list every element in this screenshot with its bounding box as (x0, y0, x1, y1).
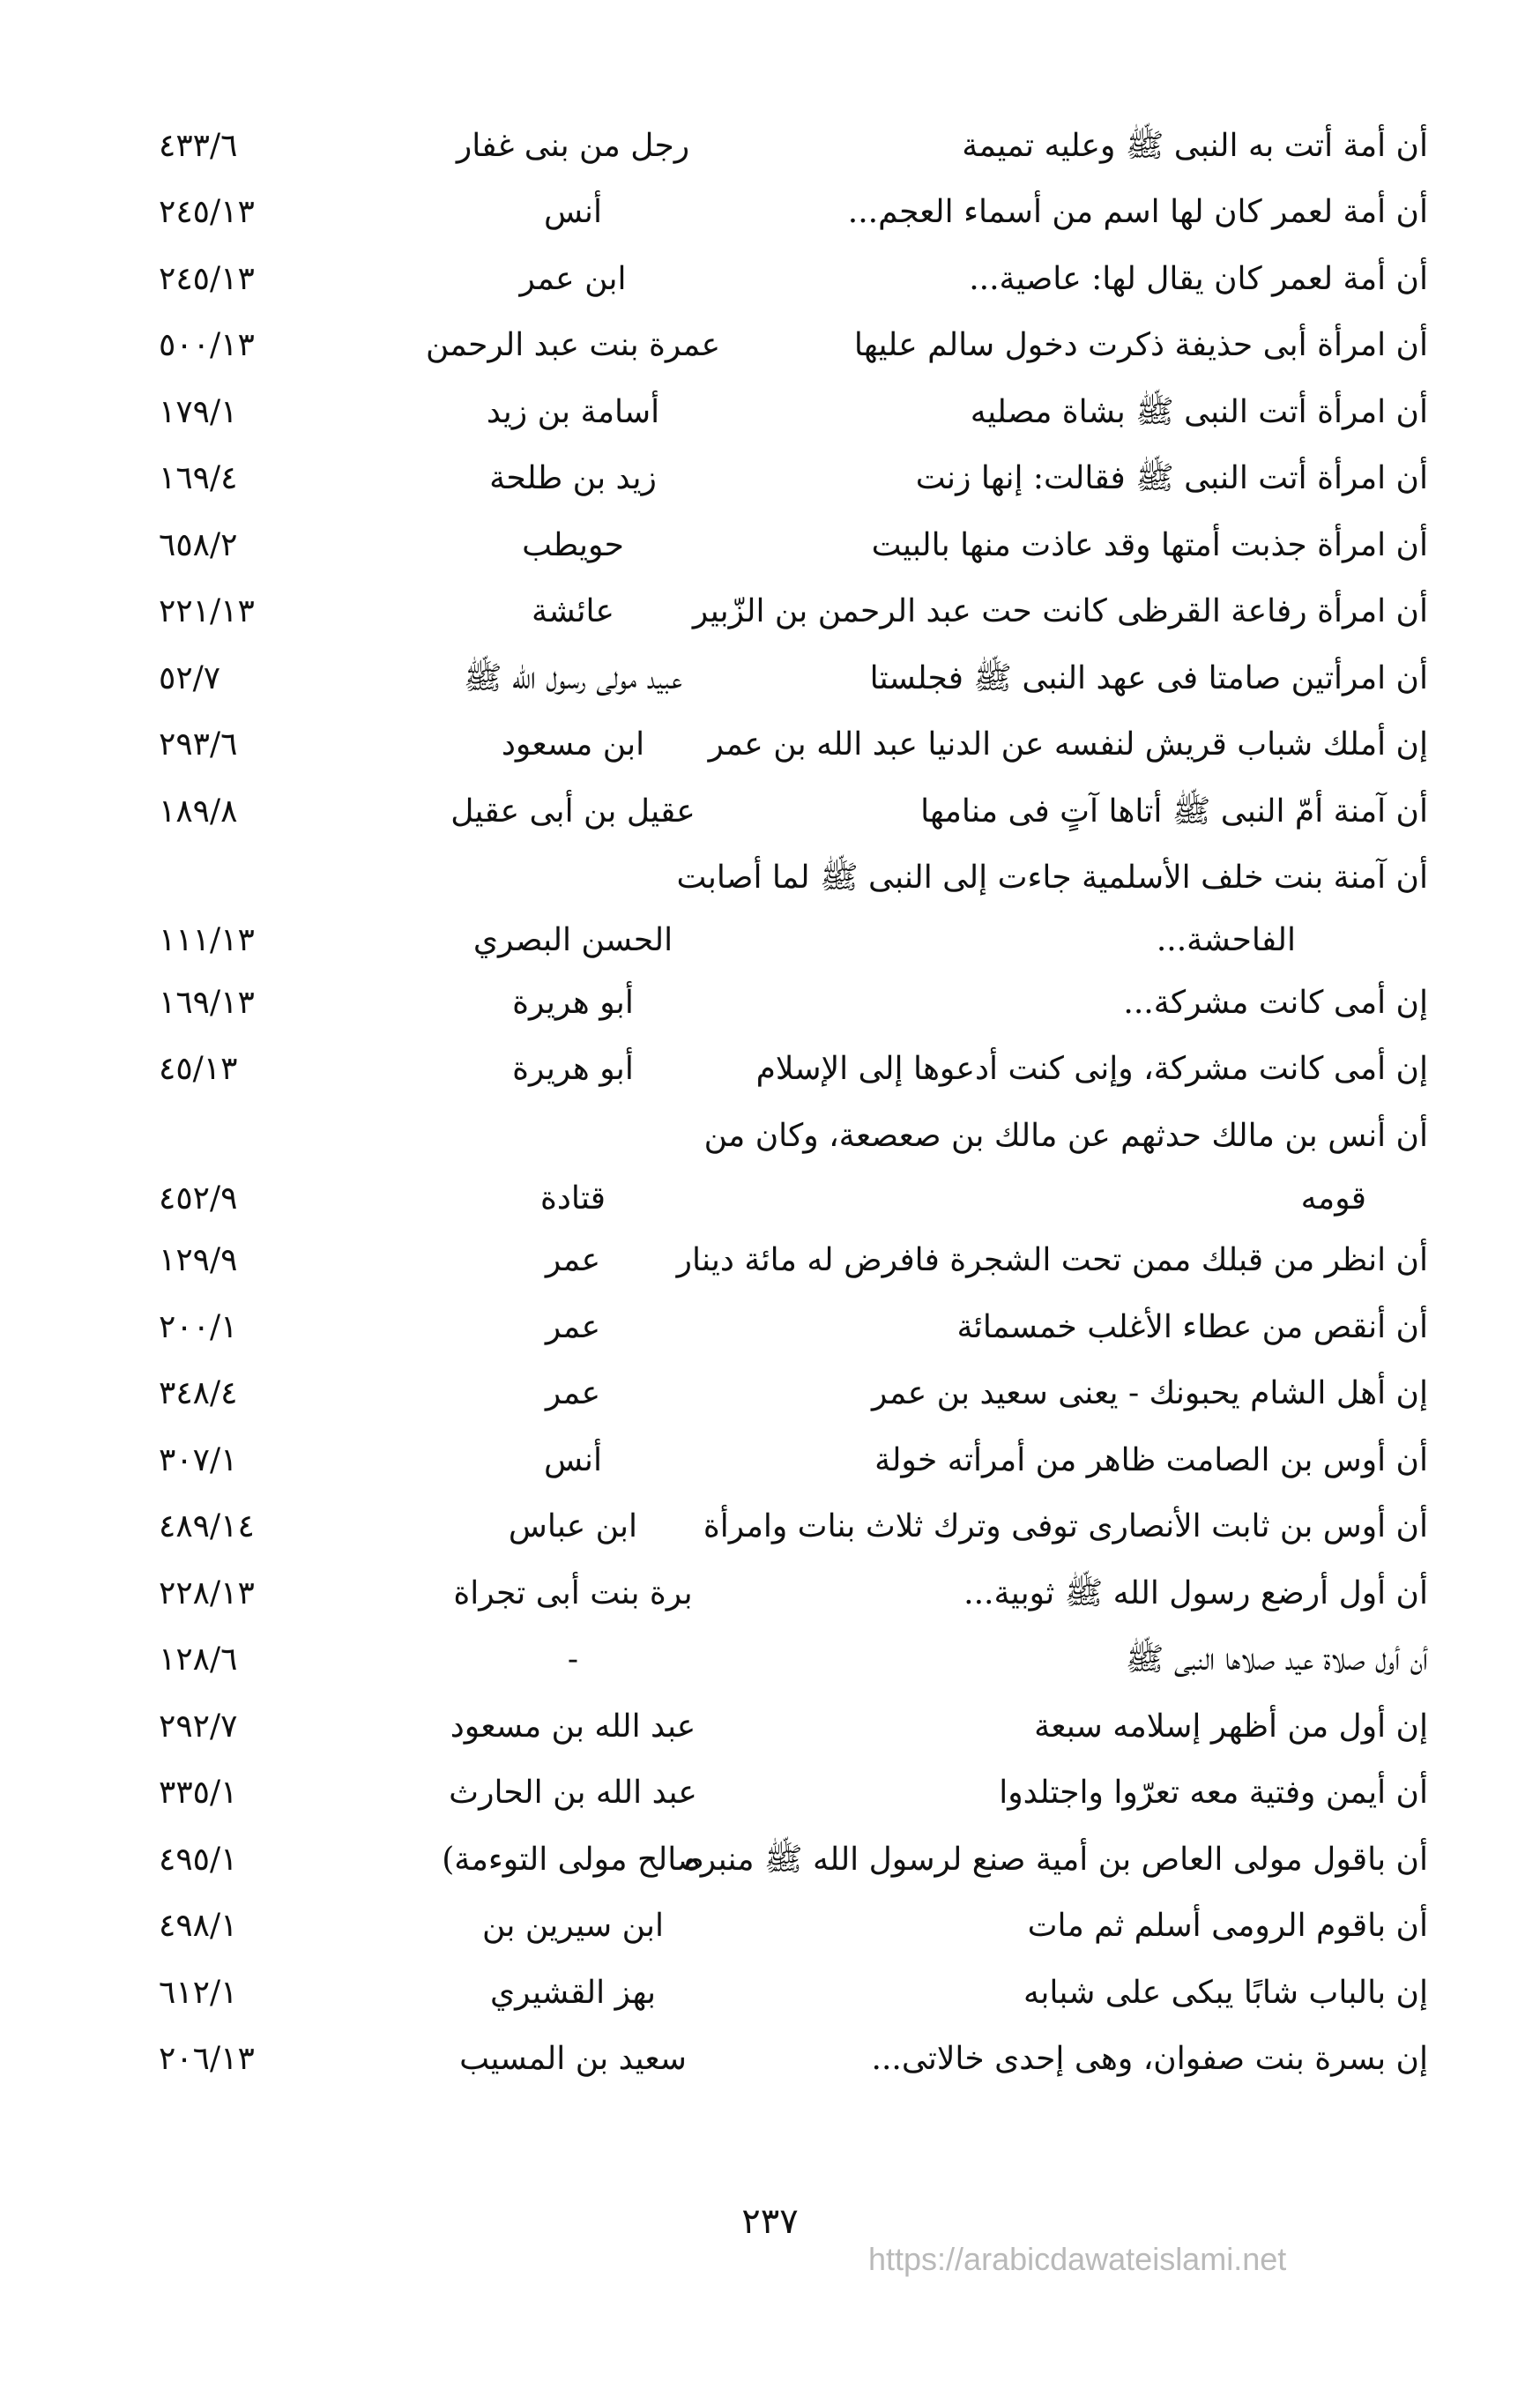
index-row (150, 712, 1428, 779)
index-row (150, 1427, 1428, 1494)
index-row (150, 1361, 1428, 1428)
hadith-text: أن امرأة أبى حذيفة ذكرت دخول سالم عليها (853, 327, 1428, 364)
hadith-text: إن أول من أظهر إسلامه سبعة (1034, 1708, 1428, 1745)
narrator: أسامة بن زيد (486, 393, 660, 430)
index-row (150, 579, 1428, 646)
volume-page-ref: ٢٩٣/٦ (159, 726, 238, 763)
narrator: بهز القشيري (489, 1974, 657, 2011)
index-row (150, 1693, 1428, 1760)
index-row (150, 970, 1428, 1037)
volume-page-ref: ٦١٢/١ (159, 1974, 238, 2011)
index-row (150, 446, 1428, 513)
volume-page-ref: ١٧٩/١ (159, 393, 238, 430)
narrator: عبيد مولى رسول الله ﷺ (464, 659, 682, 696)
hadith-text: أن أمة لعمر كان يقال لها: عاصية... (969, 260, 1428, 297)
volume-page-ref: ١٨٩/٨ (159, 793, 238, 830)
narrator: عمر (545, 1375, 601, 1412)
index-row (150, 1103, 1428, 1170)
hadith-text: أن أمة لعمر كان لها اسم من أسماء العجم... (847, 194, 1428, 231)
hadith-text: أن انظر من قبلك ممن تحت الشجرة فافرض له مائة دينار (676, 1242, 1428, 1279)
index-row (150, 645, 1428, 712)
volume-page-ref: ٥٠٠/١٣ (159, 327, 255, 364)
narrator: برة بنت أبى تجراة (453, 1574, 693, 1611)
volume-page-ref: ٢٩٢/٧ (159, 1708, 238, 1745)
hadith-text: إن أهل الشام يحبونك - يعنى سعيد بن عمر (872, 1375, 1428, 1412)
index-row (150, 1827, 1428, 1894)
hadith-text: أن أوس بن الصامت ظاهر من أمرأته خولة (874, 1441, 1428, 1478)
page-number: ٢٣٧ (741, 2201, 799, 2242)
volume-page-ref: ٤٥/١٣ (159, 1051, 238, 1088)
narrator: أبو هريرة (512, 1051, 634, 1088)
volume-page-ref: ٢٤٥/١٣ (159, 194, 255, 231)
hadith-text: أن أمة أتت به النبى ﷺ وعليه تميمة (962, 127, 1428, 164)
volume-page-ref: ٢٤٥/١٣ (159, 260, 255, 297)
index-row (150, 512, 1428, 579)
index-row (150, 1760, 1428, 1827)
hadith-text: إن بالباب شابًا يبكى على شبابه (1023, 1974, 1428, 2011)
narrator: ابن مسعود (501, 726, 645, 763)
hadith-text: أن امرأة جذبت أمتها وقد عاذت منها بالبيت (871, 526, 1428, 563)
narrator: ابن عمر (519, 260, 627, 297)
hadith-text: أن أيمن وفتية معه تعرّوا واجتلدوا (999, 1775, 1428, 1812)
index-row (150, 1494, 1428, 1561)
hadith-text: أن آمنة بنت خلف الأسلمية جاءت إلى النبى ﷺ لما أصابت (676, 860, 1428, 897)
volume-page-ref: ١٦٩/١٣ (159, 984, 255, 1021)
index-row (150, 1228, 1428, 1295)
narrator: ابن سيرين بن (481, 1908, 665, 1945)
narrator: أنس (544, 194, 602, 231)
index-row (150, 778, 1428, 845)
narrator: عمر (545, 1308, 601, 1345)
narrator: عقيل بن أبى عقيل (450, 793, 696, 830)
index-row (150, 1894, 1428, 1961)
volume-page-ref: ٢٠٦/١٣ (159, 2041, 255, 2078)
index-row (150, 1627, 1428, 1694)
hadith-text: أن أنقص من عطاء الأغلب خمسمائة (956, 1308, 1428, 1345)
volume-page-ref: ٤٩٨/١ (159, 1908, 238, 1945)
narrator: أبو هريرة (512, 984, 634, 1021)
volume-page-ref: ١٢٩/٩ (159, 1242, 238, 1279)
volume-page-ref: ١٦٩/٤ (159, 460, 238, 497)
hadith-text: الفاحشة... (1156, 922, 1296, 958)
hadith-text: أن أنس بن مالك حدثهم عن مالك بن صعصعة، وكان من (703, 1117, 1428, 1154)
index-row (150, 1960, 1428, 2027)
volume-page-ref: ٣٣٥/١ (159, 1775, 238, 1812)
hadith-text: قومه (1300, 1180, 1366, 1217)
narrator: ابن عباس (508, 1508, 638, 1545)
volume-page-ref: ٣٤٨/٤ (159, 1375, 238, 1412)
hadith-text: أن آمنة أمّ النبى ﷺ أتاها آتٍ فى منامها (920, 793, 1428, 830)
hadith-text: إن أمى كانت مشركة، وإنى كنت أدعوها إلى الإسلام (755, 1051, 1428, 1088)
volume-page-ref: ٤٨٩/١٤ (159, 1508, 255, 1545)
hadith-text: أن باقول مولى العاص بن أمية صنع لرسول الله ﷺ منبره (683, 1841, 1428, 1878)
hadith-text: أن امرأة أتت النبى ﷺ بشاة مصليه (970, 393, 1428, 430)
volume-page-ref: ٦٥٨/٢ (159, 526, 238, 563)
narrator: عبد الله بن الحارث (449, 1775, 697, 1812)
index-row (150, 1037, 1428, 1104)
volume-page-ref: ٤٣٣/٦ (159, 127, 238, 164)
narrator: عائشة (532, 593, 614, 630)
volume-page-ref: ٤٩٥/١ (159, 1841, 238, 1878)
hadith-text: أن باقوم الرومى أسلم ثم مات (1027, 1908, 1428, 1945)
hadith-text: أن امرأة رفاعة القرظى كانت حت عبد الرحمن بن الزّبير (692, 593, 1428, 630)
index-row (150, 2027, 1428, 2094)
hadith-index-table (150, 113, 1428, 2093)
volume-page-ref: ١١١/١٣ (159, 922, 255, 958)
volume-page-ref: ٣٠٧/١ (159, 1441, 238, 1478)
narrator: صالح مولى التوءمة) (442, 1841, 704, 1878)
watermark-url: https://arabicdawateislami.net (868, 2241, 1287, 2277)
narrator: عبد الله بن مسعود (450, 1708, 696, 1745)
index-row (150, 180, 1428, 247)
index-row (150, 845, 1428, 912)
volume-page-ref: ٢٢٨/١٣ (159, 1574, 255, 1611)
hadith-text: أن أول أرضع رسول الله ﷺ ثوبية... (963, 1574, 1428, 1611)
narrator: سعيد بن المسيب (459, 2041, 687, 2078)
volume-page-ref: ٥٢/٧ (159, 659, 221, 696)
hadith-text: أن امرأتين صامتا فى عهد النبى ﷺ فجلستا (869, 659, 1428, 696)
narrator: رجل من بنى غفار (456, 127, 690, 164)
volume-page-ref: ١٢٨/٦ (159, 1641, 238, 1678)
hadith-text: أن أول صلاة عيد صلاها النبى ﷺ (1125, 1641, 1428, 1678)
narrator: زيد بن طلحة (489, 460, 657, 497)
volume-page-ref: ٤٥٢/٩ (159, 1180, 238, 1217)
narrator: عمر (545, 1242, 601, 1279)
hadith-text: أن أوس بن ثابت الأنصارى توفى وترك ثلاث بنات وامرأة (703, 1508, 1428, 1545)
hadith-text: أن امرأة أتت النبى ﷺ فقالت: إنها زنت (915, 460, 1428, 497)
volume-page-ref: ٢٠٠/١ (159, 1308, 238, 1345)
narrator: حويطب (522, 526, 624, 563)
volume-page-ref: ٢٢١/١٣ (159, 593, 255, 630)
hadith-text: إن بسرة بنت صفوان، وهى إحدى خالاتى... (871, 2041, 1428, 2078)
index-row (150, 1560, 1428, 1627)
narrator: الحسن البصري (472, 922, 673, 958)
narrator: عمرة بنت عبد الرحمن (425, 327, 721, 364)
index-row-continuation (150, 912, 1428, 970)
narrator: - (567, 1641, 579, 1678)
index-row (150, 113, 1428, 180)
index-row (150, 1294, 1428, 1361)
hadith-text: إن أملك شباب قريش لنفسه عن الدنيا عبد الله بن عمر (708, 726, 1428, 763)
hadith-text: إن أمى كانت مشركة... (1123, 984, 1428, 1021)
narrator: قتادة (540, 1180, 606, 1217)
index-row (150, 313, 1428, 380)
index-row (150, 246, 1428, 313)
index-row-continuation (150, 1170, 1428, 1228)
narrator: أنس (544, 1441, 602, 1478)
index-row (150, 379, 1428, 446)
